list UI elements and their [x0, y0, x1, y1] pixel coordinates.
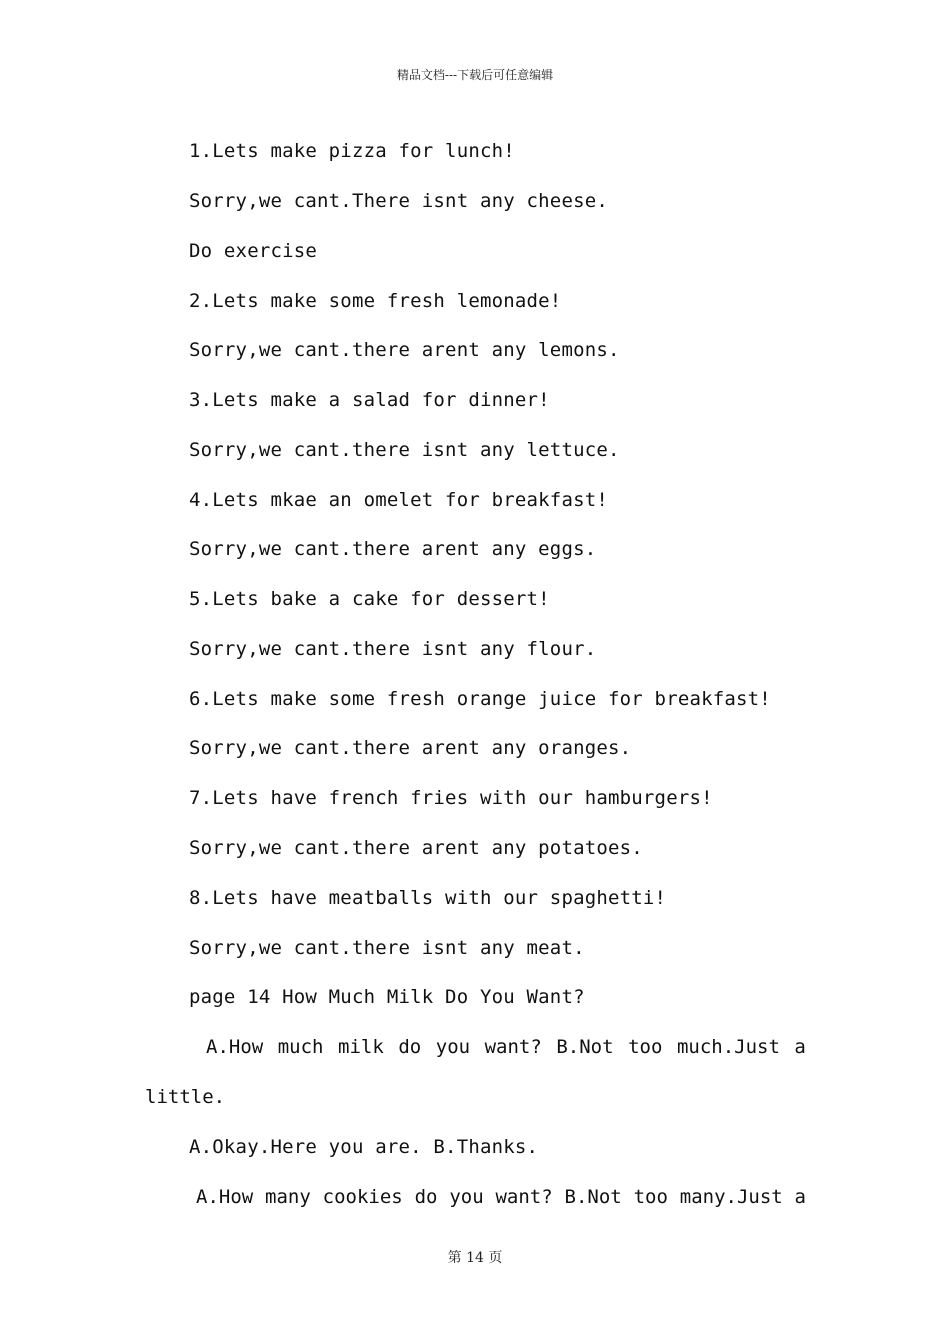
- page-footer: 第 14 页: [447, 1250, 503, 1266]
- word: you: [449, 1186, 484, 1208]
- word: want?: [495, 1186, 553, 1208]
- dialog-1-continuation: little.: [145, 1086, 226, 1108]
- section-heading: page 14 How Much Milk Do You Want?: [189, 986, 585, 1008]
- text-line-6: 3.Lets make a salad for dinner!: [189, 389, 550, 411]
- word: B.Not: [556, 1036, 614, 1058]
- word: a: [794, 1186, 806, 1208]
- word: milk: [338, 1036, 384, 1058]
- text-line-12: 6.Lets make some fresh orange juice for breakfast!: [189, 688, 771, 710]
- dialog-3-line: [196, 1186, 806, 1208]
- dialog-2-line: A.Okay.Here you are. B.Thanks.: [189, 1136, 539, 1158]
- word: much.Just: [676, 1036, 780, 1058]
- word: a: [794, 1036, 806, 1058]
- word: many: [265, 1186, 311, 1208]
- text-line-14: 7.Lets have french fries with our hamburgers!: [189, 787, 713, 809]
- word: cookies: [322, 1186, 403, 1208]
- word: many.Just: [679, 1186, 783, 1208]
- word: A.How: [196, 1186, 254, 1208]
- text-line-8: 4.Lets mkae an omelet for breakfast!: [189, 489, 609, 511]
- text-line-2: Sorry,we cant.There isnt any cheese.: [189, 190, 609, 212]
- text-line-17: Sorry,we cant.there isnt any meat.: [189, 937, 585, 959]
- text-line-5: Sorry,we cant.there arent any lemons.: [189, 339, 620, 361]
- text-line-7: Sorry,we cant.there isnt any lettuce.: [189, 439, 620, 461]
- text-line-13: Sorry,we cant.there arent any oranges.: [189, 737, 632, 759]
- word: do: [398, 1036, 422, 1058]
- text-line-10: 5.Lets bake a cake for dessert!: [189, 588, 550, 610]
- word: do: [414, 1186, 438, 1208]
- page-header: 精品文档---下载后可任意编辑: [396, 68, 554, 82]
- word: too: [633, 1186, 668, 1208]
- word: much: [277, 1036, 324, 1058]
- text-line-11: Sorry,we cant.there isnt any flour.: [189, 638, 597, 660]
- text-line-16: 8.Lets have meatballs with our spaghetti!: [189, 887, 667, 909]
- word: B.Not: [564, 1186, 622, 1208]
- text-line-15: Sorry,we cant.there arent any potatoes.: [189, 837, 643, 859]
- text-line-4: 2.Lets make some fresh lemonade!: [189, 290, 562, 312]
- word: you: [435, 1036, 471, 1058]
- word: A.How: [206, 1036, 264, 1058]
- dialog-1-line: [206, 1036, 806, 1058]
- text-line-3: Do exercise: [189, 240, 318, 262]
- word: too: [628, 1036, 663, 1058]
- word: want?: [484, 1036, 542, 1058]
- text-line-9: Sorry,we cant.there arent any eggs.: [189, 538, 597, 560]
- text-line-1: 1.Lets make pizza for lunch!: [189, 140, 515, 162]
